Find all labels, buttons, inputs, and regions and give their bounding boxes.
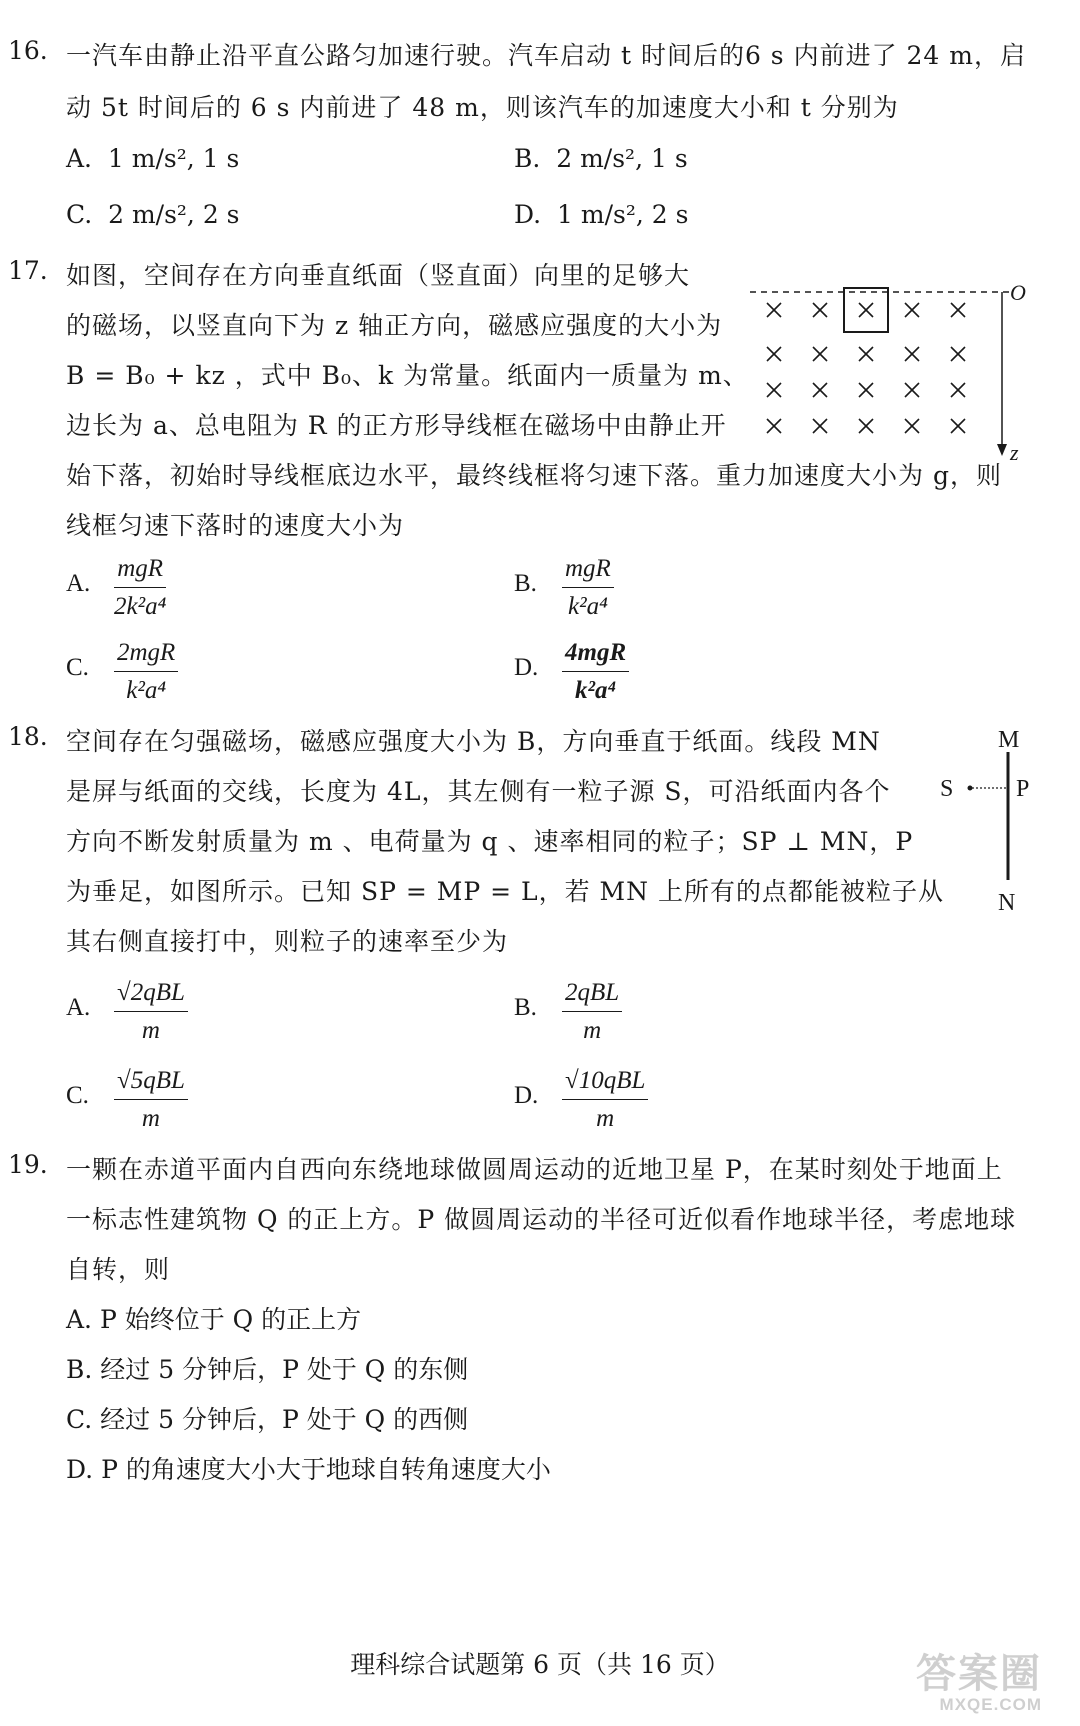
q16-stem-line-2: 动 5t 时间后的 6 s 内前进了 48 m，则该汽车的加速度大小和 t 分别为 [66,93,899,122]
q17-option-b-fraction: mgR k²a⁴ [562,553,614,623]
label-p: P [1016,776,1030,802]
q18-stem-line-1: 空间存在匀强磁场，磁感应强度大小为 B，方向垂直于纸面。线段 MN [66,727,881,756]
q17-option-c-fraction: 2mgR k²a⁴ [114,637,178,707]
q18-screen-figure [930,722,1050,922]
q19-stem-line-1: 一颗在赤道平面内自西向东绕地球做圆周运动的近地卫星 P，在某时刻处于地面上 [66,1155,1003,1184]
q16-stem-line-1: 一汽车由静止沿平直公路匀加速行驶。汽车启动 t 时间后的6 s 内前进了 24 m，启 [66,41,1026,70]
q18-stem-line-4: 为垂足，如图所示。已知 SP = MP = L，若 MN 上所有的点都能被粒子从 [66,877,944,906]
label-n: N [998,890,1016,916]
q17-number: 17. [8,256,48,285]
q19-stem-line-3: 自转，则 [66,1255,171,1284]
z-axis-arrow-icon [997,444,1007,456]
q18-option-a-label: A. [66,994,91,1021]
q16-option-c: C. 2 m/s², 2 s [66,200,240,229]
q17-magnetic-field-figure [740,262,1030,472]
q18-option-a-fraction: √2qBL m [114,977,188,1047]
source-s-dot-icon [968,786,973,791]
q19-option-b: B. 经过 5 分钟后，P 处于 Q 的东侧 [66,1355,469,1384]
q17-stem-line-5: 始下落，初始时导线框底边水平，最终线框将匀速下落。重力加速度大小为 g，则 [66,461,1002,490]
q17-option-a-label: A. [66,570,91,597]
q17-option-b-label: B. [514,570,537,597]
q18-option-c-fraction: √5qBL m [114,1065,188,1135]
label-m: M [998,727,1020,753]
q19-number: 19. [8,1150,48,1179]
q18-option-b-fraction: 2qBL m [562,977,622,1047]
z-axis-label: z [1010,440,1019,465]
q17-option-c-label: C. [66,654,89,681]
q17-option-d-label: D. [514,654,539,681]
q18-stem-line-2: 是屏与纸面的交线，长度为 4L，其左侧有一粒子源 S，可沿纸面内各个 [66,777,891,806]
field-cross-marks [767,303,965,433]
q16-option-d: D. 1 m/s², 2 s [514,200,689,229]
q17-stem-line-2: 的磁场，以竖直向下为 z 轴正方向，磁感应强度的大小为 [66,311,723,340]
q18-stem-line-3: 方向不断发射质量为 m 、电荷量为 q 、速率相同的粒子；SP ⊥ MN，P [66,827,914,856]
q18-option-b-label: B. [514,994,537,1021]
origin-label: O [1010,280,1026,305]
q16-option-b: B. 2 m/s², 1 s [514,144,688,173]
q16-number: 16. [8,36,48,65]
q18-option-d-fraction: √10qBL m [562,1065,648,1135]
q16-option-a: A. 1 m/s², 1 s [66,144,240,173]
q19-option-d: D. P 的角速度大小大于地球自转角速度大小 [66,1455,551,1484]
q19-option-a: A. P 始终位于 Q 的正上方 [66,1305,362,1334]
q18-option-d-label: D. [514,1082,539,1109]
label-s: S [940,776,954,802]
page-footer: 理科综合试题第 6 页（共 16 页） [350,1650,730,1679]
q18-number: 18. [8,722,48,751]
q17-option-d-fraction: 4mgR k²a⁴ [562,637,629,707]
q19-option-c: C. 经过 5 分钟后，P 处于 Q 的西侧 [66,1405,469,1434]
q17-stem-line-3: B = B₀ + kz ，式中 B₀、k 为常量。纸面内一质量为 m、 [66,361,749,390]
q17-option-a-fraction: mgR 2k²a⁴ [114,555,167,621]
q18-option-c-label: C. [66,1082,89,1109]
q19-stem-line-2: 一标志性建筑物 Q 的正上方。P 做圆周运动的半径可近似看作地球半径，考虑地球 [66,1205,1017,1234]
q18-stem-line-5: 其右侧直接打中，则粒子的速率至少为 [66,927,509,956]
q17-stem-line-4: 边长为 a、总电阻为 R 的正方形导线框在磁场中由静止开 [66,411,727,440]
watermark-logo: 答案圈 MXQE.COM [916,1652,1042,1714]
q17-stem-line-6: 线框匀速下落时的速度大小为 [66,511,405,540]
q17-stem-line-1: 如图，空间存在方向垂直纸面（竖直面）向里的足够大 [66,261,691,290]
